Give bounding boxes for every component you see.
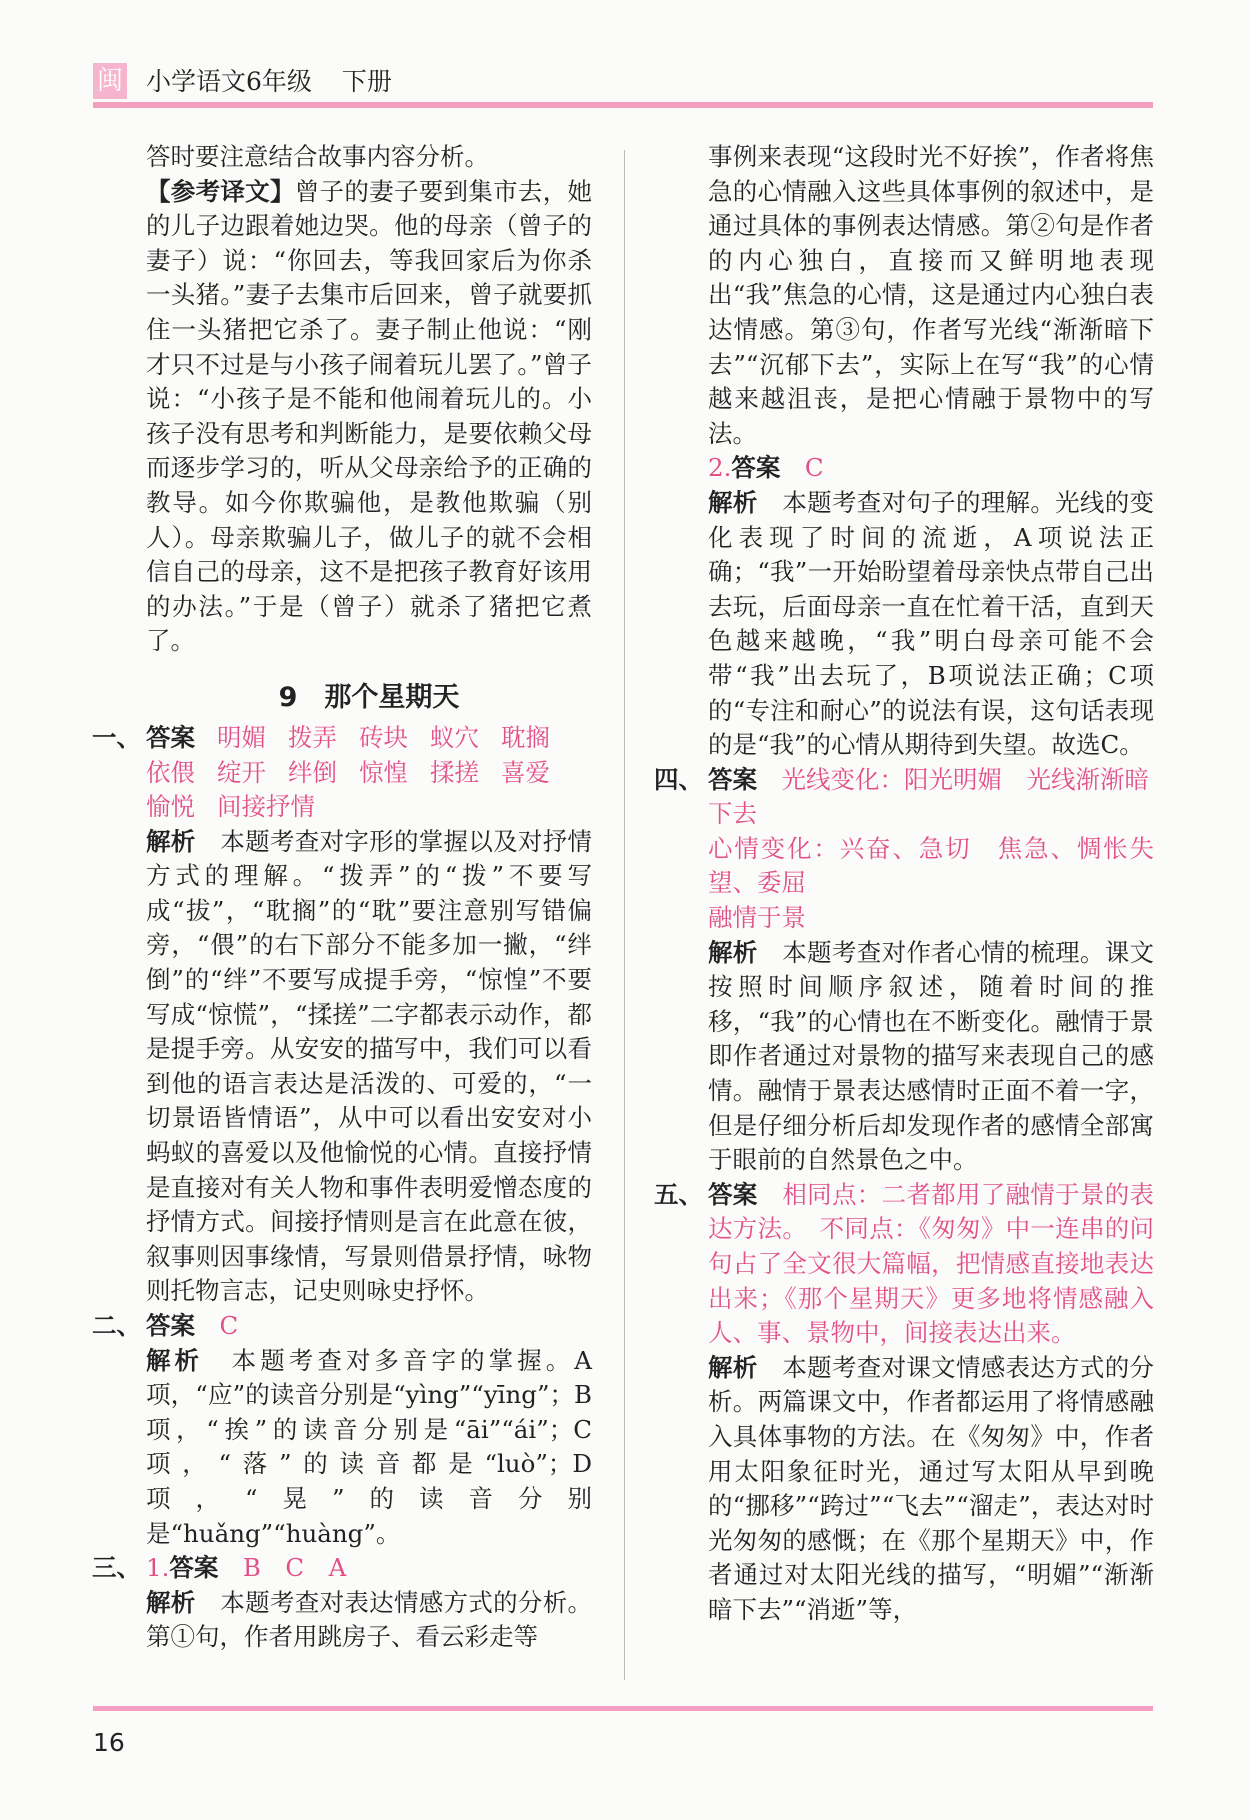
answer-label: 答案 <box>708 1179 758 1209</box>
q1-analysis <box>146 825 592 1309</box>
q4-answer-line1: 光线变化：阳光明媚 光线渐渐暗下去 <box>708 764 1149 829</box>
analysis-label: 解析 <box>708 487 758 517</box>
q2-analysis <box>146 1344 592 1552</box>
header-rule <box>93 102 1153 108</box>
q5-answer: 相同点：二者都用了融情于景的表达方法。 不同点：《匆匆》中一连串的问句占了全文很大篇幅，把情感直接地表达出来；《那个星期天》更多地将情感融入人、事、景物中，间接表达出来。 <box>708 1179 1155 1348</box>
analysis-text: 本题考查对多音字的掌握。A项，“应”的读音分别是“yìng”“yīng”；B项，“挨”的读音分别是“āi”“ái”；C项，“落”的读音都是“luò”；D项，“晃”的读音分别是“huǎng”“huàng”。 <box>146 1345 593 1548</box>
q1-answer-row2 <box>146 756 592 791</box>
word: 绊倒 <box>288 757 337 787</box>
analysis-text: 本题考查对课文情感表达方式的分析。两篇课文中，作者都运用了将情感融入具体事物的方法。在《匆匆》中，作者用太阳象征时光，通过写太阳从早到晚的“挪移”“跨过”“飞去”“溜走”，表达对时光匆匆的感慨；在《那个星期天》中，作者通过对太阳光线的描写，“明媚”“渐渐暗下去”“消逝”等， <box>708 1352 1155 1624</box>
word: 愉悦 <box>146 792 195 822</box>
q1-number: 一、 <box>92 722 141 752</box>
word: 明媚 <box>217 722 266 752</box>
q3-2-analysis <box>708 486 1154 763</box>
q3-number: 三、 <box>92 1553 141 1583</box>
question-3-2 <box>708 451 1154 762</box>
analysis-label: 解析 <box>146 1587 196 1617</box>
word: 依偎 <box>146 757 195 787</box>
q2-answer: C <box>219 1311 239 1340</box>
q5-analysis <box>708 1351 1154 1628</box>
word: 惊惶 <box>359 757 408 787</box>
reference-translation <box>146 175 592 659</box>
word: 耽搁 <box>501 722 550 752</box>
answer-label: 答案 <box>731 453 781 483</box>
q3-1-number: 1. <box>146 1553 170 1583</box>
question-5 <box>654 1178 1155 1628</box>
ref-label: 【参考译文】 <box>146 176 295 206</box>
q3-1-analysis <box>146 1586 592 1655</box>
question-2 <box>92 1309 593 1551</box>
book-volume: 下册 <box>341 67 392 96</box>
analysis-label: 解析 <box>146 826 196 856</box>
left-column <box>92 140 593 1655</box>
footer-rule <box>93 1706 1153 1711</box>
q3-1-answer: B C A <box>242 1553 347 1583</box>
analysis-text: 本题考查对作者心情的梳理。课文按照时间顺序叙述，随着时间的推移，“我”的心情也在不断变化。融情于景即作者通过对景物的描写来表现自己的感情。融情于景表达感情时正面不着一字，但是仔细分析后却发现作者的感情全部寓于眼前的自然景色之中。 <box>708 937 1155 1175</box>
answer-label: 答案 <box>169 1553 219 1583</box>
running-header <box>146 66 392 98</box>
column-divider <box>624 150 625 1680</box>
q4-answer-line2: 心情变化：兴奋、急切 焦急、惆怅失望、委屈 <box>708 833 1154 898</box>
analysis-label: 解析 <box>708 1352 758 1382</box>
word: 揉搓 <box>430 757 479 787</box>
analysis-label: 解析 <box>146 1345 204 1375</box>
q1-answer-row1 <box>146 721 550 756</box>
analysis-label: 解析 <box>708 937 758 967</box>
analysis-text: 本题考查对句子的理解。光线的变化表现了时间的流逝，A项说法正确；“我”一开始盼望着母亲快点带自己出去玩，后面母亲一直在忙着干活，直到天色越来越晚，“我”明白母亲可能不会带“我”出去玩了，B项说法正确；C项的“专注和耐心”的说法有误，这句话表现的是“我”的心情从期待到失望。故选C。 <box>708 487 1155 760</box>
answer-label: 答案 <box>146 722 195 752</box>
intro-line: 答时要注意结合故事内容分析。 <box>146 142 489 171</box>
word: 砖块 <box>359 722 408 752</box>
q3-2-answer: C <box>804 453 824 483</box>
q3-2-number: 2. <box>708 453 732 483</box>
word: 喜爱 <box>501 757 550 787</box>
word: 间接抒情 <box>217 792 315 822</box>
q4-analysis <box>708 936 1154 1178</box>
word: 绽开 <box>217 757 266 787</box>
question-3 <box>92 1551 593 1655</box>
question-1 <box>92 721 593 1309</box>
q1-answer-row3 <box>146 790 592 825</box>
section-title: 9 那个星期天 <box>278 681 460 713</box>
word: 拨弄 <box>288 722 337 752</box>
book-logo-badge: 闽 <box>93 63 127 99</box>
right-column <box>654 140 1155 1628</box>
question-4 <box>654 763 1155 1178</box>
q4-number: 四、 <box>654 764 703 794</box>
answer-label: 答案 <box>708 764 757 794</box>
answer-label: 答案 <box>146 1311 195 1340</box>
book-title: 小学语文6年级 <box>146 67 312 96</box>
analysis-text: 本题考查对字形的掌握以及对抒情方式的理解。“拨弄”的“拨”不要写成“拔”，“耽搁”的“耽”要注意别写错偏旁，“偎”的右下部分不能多加一撇，“绊倒”的“绊”不要写成提手旁，“惊惶”不要写成“惊慌”，“揉搓”二字都表示动作，都是提手旁。从安安的描写中，我们可以看到他的语言表达是活泼的、可爱的，“一切景语皆情语”，从中可以看出安安对小蚂蚁的喜爱以及他愉悦的心情。直接抒情是直接对有关人物和事件表明爱憎态度的抒情方式。间接抒情则是言在此意在彼，叙事则因事缘情，写景则借景抒情，咏物则托物言志，记史则咏史抒怀。 <box>146 826 593 1306</box>
q4-answer-line3: 融情于景 <box>708 903 806 933</box>
word: 蚁穴 <box>430 722 479 752</box>
analysis-text: 本题考查对表达情感方式的分析。第①句，作者用跳房子、看云彩走等 <box>146 1587 593 1652</box>
q5-number: 五、 <box>654 1179 703 1209</box>
q3-1-analysis-cont: 事例来表现“这段时光不好挨”，作者将焦急的心情融入这些具体事例的叙述中，是通过具体的事例表达情感。第②句是作者的内心独白，直接而又鲜明地表现出“我”焦急的心情，这是通过内心独白表达情感。第③句，作者写光线“渐渐暗下去”“沉郁下去”，实际上在写“我”的心情越来越沮丧，是把心情融于景物中的写法。 <box>708 142 1154 448</box>
page-number: 16 <box>93 1728 125 1757</box>
q2-number: 二、 <box>92 1311 141 1340</box>
translation-text: 曾子的妻子要到集市去，她的儿子边跟着她边哭。他的母亲（曾子的妻子）说：“你回去，等我回家后为你杀一头猪。”妻子去集市后回来，曾子就要抓住一头猪把它杀了。妻子制止他说：“刚才只不过是与小孩子闹着玩儿罢了。”曾子说：“小孩子是不能和他闹着玩儿的。小孩子没有思考和判断能力，是要依赖父母而逐步学习的，听从父母亲给予的正确的教导。如今你欺骗他，是教他欺骗（别人）。母亲欺骗儿子，做儿子的就不会相信自己的母亲，这不是把孩子教育好该用的办法。”于是（曾子）就杀了猪把它煮了。 <box>146 176 592 656</box>
